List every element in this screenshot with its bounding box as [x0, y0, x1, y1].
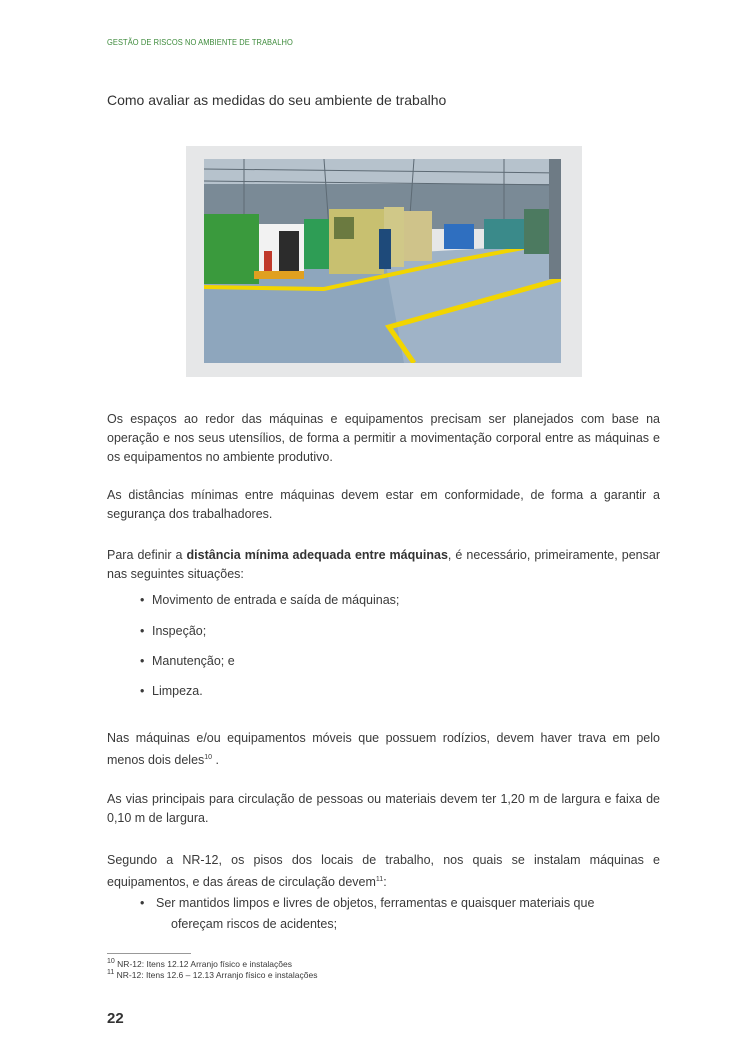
paragraph-text: Segundo a NR-12, os pisos dos locais de trabalho, nos quais se instalam máquinas e equipamentos, e das áreas de circulação devem — [107, 853, 660, 890]
list-item — [140, 684, 203, 698]
list-item — [140, 593, 399, 607]
list-item-continuation: ofereçam riscos de acidentes; — [171, 917, 338, 931]
footnote-number: 11 — [107, 969, 115, 976]
paragraph-circulation-ways: As vias principais para circulação de pessoas ou materiais devem ter 1,20 m de largura e faixa de 0,10 m de largura. — [107, 792, 660, 825]
list-item-text: Ser mantidos limpos e livres de objetos, ferramentas e quaisquer materiais que — [156, 896, 595, 910]
list-item — [140, 896, 594, 910]
paragraph-minimum-distances: As distâncias mínimas entre máquinas devem estar em conformidade, de forma a garantir a segurança dos trabalhadores. — [107, 488, 660, 521]
factory-illustration — [204, 159, 561, 363]
list-item-text: Movimento de entrada e saída de máquinas; — [152, 593, 400, 607]
list-item — [140, 624, 206, 638]
list-item-text: Manutenção; e — [152, 654, 235, 668]
footnote-11 — [107, 969, 317, 980]
paragraph-define-distance — [107, 546, 660, 584]
photo-frame — [186, 146, 582, 377]
paragraph-nr12-floors — [107, 851, 660, 892]
paragraph-machine-spacing: Os espaços ao redor das máquinas e equipamentos precisam ser planejados com base na operação e nos seus utensílios, de forma a permitir a movimentação corporal entre as máquinas e os equipamentos no ambiente produtivo. — [107, 412, 660, 464]
footnote-ref: 11 — [375, 876, 384, 883]
bullet-dot: • — [140, 593, 145, 607]
paragraph-text: , é necessário, primeiramente, pensar nas seguintes situações: — [107, 548, 660, 581]
list-item-text: Inspeção; — [152, 624, 207, 638]
running-header: GESTÃO DE RISCOS NO AMBIENTE DE TRABALHO — [107, 37, 293, 47]
paragraph-casters — [107, 729, 660, 770]
page-number: 22 — [107, 1010, 124, 1027]
list-item — [140, 654, 235, 668]
paragraph-text: . — [212, 753, 220, 768]
paragraph-text: Para definir a — [107, 548, 187, 562]
bullet-dot: • — [140, 654, 145, 668]
footnote-divider — [107, 953, 191, 954]
emphasis-text: distância mínima adequada entre máquinas — [186, 548, 448, 562]
paragraph-text: : — [383, 875, 387, 890]
bullet-dot: • — [140, 624, 145, 638]
footnote-text: NR-12: Itens 12.12 Arranjo físico e instalações — [117, 958, 292, 969]
footnote-text: NR-12: Itens 12.6 – 12.13 Arranjo físico e instalações — [116, 969, 318, 980]
section-title: Como avaliar as medidas do seu ambiente de trabalho — [107, 92, 447, 108]
list-item-text: Limpeza. — [152, 684, 203, 698]
footnote-number: 10 — [107, 958, 115, 965]
bullet-dot: • — [140, 896, 145, 910]
factory-floor-photo — [204, 159, 561, 363]
footnote-10 — [107, 958, 292, 969]
paragraph-text: Nas máquinas e/ou equipamentos móveis que possuem rodízios, devem haver trava em pelo menos dois deles — [107, 731, 660, 768]
footnote-ref: 10 — [204, 754, 213, 761]
bullet-dot: • — [140, 684, 145, 698]
